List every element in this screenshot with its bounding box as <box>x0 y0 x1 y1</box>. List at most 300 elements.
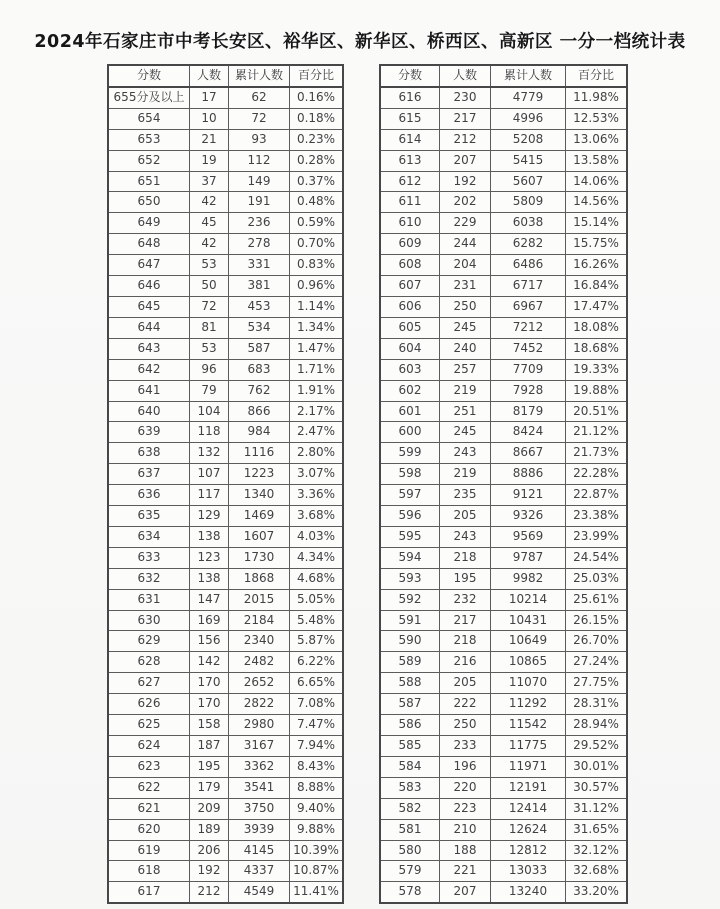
table-cell: 8.43% <box>290 756 344 777</box>
score-table-right <box>379 64 628 904</box>
table-cell: 222 <box>440 694 491 715</box>
table-cell: 4779 <box>491 87 566 108</box>
table-row <box>108 798 343 819</box>
table-cell: 231 <box>440 276 491 297</box>
table-row <box>108 443 343 464</box>
table-cell: 10431 <box>491 610 566 631</box>
table-cell: 612 <box>380 171 440 192</box>
table-row <box>380 589 627 610</box>
table-cell: 10.87% <box>290 861 344 882</box>
table-cell: 158 <box>190 715 229 736</box>
table-cell: 243 <box>440 443 491 464</box>
table-cell: 32.68% <box>566 861 628 882</box>
table-cell: 3541 <box>229 777 290 798</box>
table-cell: 625 <box>108 715 190 736</box>
table-cell: 590 <box>380 631 440 652</box>
table-cell: 595 <box>380 526 440 547</box>
table-row <box>380 317 627 338</box>
table-cell: 381 <box>229 276 290 297</box>
table-cell: 1607 <box>229 526 290 547</box>
table-cell: 605 <box>380 317 440 338</box>
table-cell: 331 <box>229 255 290 276</box>
table-cell: 0.48% <box>290 192 344 213</box>
table-cell: 624 <box>108 736 190 757</box>
table-cell: 9326 <box>491 506 566 527</box>
table-row <box>108 694 343 715</box>
table-cell: 0.96% <box>290 276 344 297</box>
table-cell: 3.68% <box>290 506 344 527</box>
table-cell: 600 <box>380 422 440 443</box>
table-row <box>108 589 343 610</box>
table-cell: 191 <box>229 192 290 213</box>
table-cell: 604 <box>380 338 440 359</box>
table-cell: 6486 <box>491 255 566 276</box>
table-cell: 13.06% <box>566 129 628 150</box>
table-cell: 609 <box>380 234 440 255</box>
table-cell: 8.88% <box>290 777 344 798</box>
table-cell: 11.98% <box>566 87 628 108</box>
table-cell: 212 <box>190 882 229 903</box>
table-cell: 617 <box>108 882 190 903</box>
table-cell: 16.84% <box>566 276 628 297</box>
table-cell: 30.01% <box>566 756 628 777</box>
table-cell: 602 <box>380 380 440 401</box>
table-cell: 240 <box>440 338 491 359</box>
table-cell: 632 <box>108 568 190 589</box>
table-cell: 597 <box>380 485 440 506</box>
header-row <box>380 65 627 87</box>
table-cell: 2.80% <box>290 443 344 464</box>
table-cell: 626 <box>108 694 190 715</box>
table-cell: 218 <box>440 547 491 568</box>
table-cell: 596 <box>380 506 440 527</box>
table-cell: 4.34% <box>290 547 344 568</box>
table-cell: 147 <box>190 589 229 610</box>
table-row <box>108 673 343 694</box>
table-cell: 26.15% <box>566 610 628 631</box>
table-cell: 53 <box>190 255 229 276</box>
table-cell: 601 <box>380 401 440 422</box>
table-cell: 652 <box>108 150 190 171</box>
table-cell: 12624 <box>491 819 566 840</box>
table-cell: 578 <box>380 882 440 903</box>
table-cell: 42 <box>190 234 229 255</box>
table-cell: 651 <box>108 171 190 192</box>
table-cell: 579 <box>380 861 440 882</box>
table-cell: 8179 <box>491 401 566 422</box>
table-cell: 587 <box>380 694 440 715</box>
table-cell: 207 <box>440 882 491 903</box>
table-cell: 19.33% <box>566 359 628 380</box>
table-cell: 192 <box>440 171 491 192</box>
table-cell: 7.47% <box>290 715 344 736</box>
table-cell: 13033 <box>491 861 566 882</box>
column-header: 累计人数 <box>491 65 566 87</box>
table-cell: 534 <box>229 317 290 338</box>
table-row <box>380 150 627 171</box>
table-cell: 2822 <box>229 694 290 715</box>
table-row <box>380 715 627 736</box>
table-cell: 5415 <box>491 150 566 171</box>
table-cell: 1340 <box>229 485 290 506</box>
table-row <box>380 296 627 317</box>
table-cell: 12812 <box>491 840 566 861</box>
table-row <box>108 380 343 401</box>
table-cell: 3.36% <box>290 485 344 506</box>
table-row <box>108 296 343 317</box>
column-header: 累计人数 <box>229 65 290 87</box>
table-cell: 0.83% <box>290 255 344 276</box>
table-row <box>380 234 627 255</box>
table-cell: 13240 <box>491 882 566 903</box>
table-cell: 683 <box>229 359 290 380</box>
table-cell: 188 <box>440 840 491 861</box>
table-cell: 3362 <box>229 756 290 777</box>
table-header <box>108 65 343 87</box>
table-cell: 53 <box>190 338 229 359</box>
table-cell: 0.23% <box>290 129 344 150</box>
table-row <box>380 255 627 276</box>
table-cell: 1.14% <box>290 296 344 317</box>
table-cell: 187 <box>190 736 229 757</box>
table-cell: 638 <box>108 443 190 464</box>
table-row <box>380 129 627 150</box>
column-header: 百分比 <box>290 65 344 87</box>
table-row <box>380 485 627 506</box>
table-cell: 2184 <box>229 610 290 631</box>
table-cell: 6717 <box>491 276 566 297</box>
table-cell: 643 <box>108 338 190 359</box>
table-cell: 762 <box>229 380 290 401</box>
table-cell: 72 <box>190 296 229 317</box>
table-cell: 278 <box>229 234 290 255</box>
table-cell: 3.07% <box>290 464 344 485</box>
table-cell: 12191 <box>491 777 566 798</box>
table-cell: 611 <box>380 192 440 213</box>
table-row <box>380 673 627 694</box>
table-cell: 15.14% <box>566 213 628 234</box>
table-body <box>108 87 343 903</box>
table-cell: 633 <box>108 547 190 568</box>
table-cell: 179 <box>190 777 229 798</box>
table-row <box>108 506 343 527</box>
table-cell: 591 <box>380 610 440 631</box>
table-cell: 37 <box>190 171 229 192</box>
table-cell: 7928 <box>491 380 566 401</box>
table-cell: 10214 <box>491 589 566 610</box>
table-cell: 6282 <box>491 234 566 255</box>
table-cell: 250 <box>440 715 491 736</box>
table-row <box>108 171 343 192</box>
table-cell: 592 <box>380 589 440 610</box>
table-row <box>108 108 343 129</box>
table-row <box>108 526 343 547</box>
table-cell: 2.17% <box>290 401 344 422</box>
table-row <box>380 840 627 861</box>
table-row <box>108 547 343 568</box>
table-cell: 149 <box>229 171 290 192</box>
table-cell: 10 <box>190 108 229 129</box>
table-cell: 104 <box>190 401 229 422</box>
table-cell: 2652 <box>229 673 290 694</box>
table-cell: 9787 <box>491 547 566 568</box>
table-row <box>108 882 343 903</box>
table-row <box>108 338 343 359</box>
table-row <box>108 777 343 798</box>
table-cell: 7.94% <box>290 736 344 757</box>
table-row <box>380 756 627 777</box>
table-cell: 3750 <box>229 798 290 819</box>
table-cell: 21.12% <box>566 422 628 443</box>
table-cell: 50 <box>190 276 229 297</box>
table-cell: 1868 <box>229 568 290 589</box>
table-cell: 10649 <box>491 631 566 652</box>
column-header: 百分比 <box>566 65 628 87</box>
table-row <box>108 401 343 422</box>
table-cell: 640 <box>108 401 190 422</box>
table-cell: 14.56% <box>566 192 628 213</box>
table-cell: 984 <box>229 422 290 443</box>
table-cell: 1116 <box>229 443 290 464</box>
table-cell: 4337 <box>229 861 290 882</box>
table-cell: 251 <box>440 401 491 422</box>
table-row <box>108 87 343 108</box>
table-cell: 170 <box>190 673 229 694</box>
table-cell: 210 <box>440 819 491 840</box>
table-cell: 244 <box>440 234 491 255</box>
table-row <box>108 422 343 443</box>
table-row <box>380 610 627 631</box>
table-cell: 12.53% <box>566 108 628 129</box>
table-cell: 11.41% <box>290 882 344 903</box>
table-cell: 0.18% <box>290 108 344 129</box>
table-cell: 599 <box>380 443 440 464</box>
table-cell: 0.70% <box>290 234 344 255</box>
table-cell: 588 <box>380 673 440 694</box>
table-cell: 129 <box>190 506 229 527</box>
table-row <box>380 882 627 903</box>
table-cell: 5.87% <box>290 631 344 652</box>
table-cell: 630 <box>108 610 190 631</box>
table-cell: 641 <box>108 380 190 401</box>
table-cell: 647 <box>108 255 190 276</box>
table-cell: 233 <box>440 736 491 757</box>
table-cell: 18.68% <box>566 338 628 359</box>
table-row <box>380 87 627 108</box>
score-table-left <box>107 64 344 904</box>
table-cell: 585 <box>380 736 440 757</box>
table-row <box>380 819 627 840</box>
table-cell: 646 <box>108 276 190 297</box>
table-cell: 1.34% <box>290 317 344 338</box>
table-cell: 614 <box>380 129 440 150</box>
table-cell: 639 <box>108 422 190 443</box>
table-cell: 217 <box>440 610 491 631</box>
table-cell: 72 <box>229 108 290 129</box>
table-cell: 7.08% <box>290 694 344 715</box>
table-row <box>380 108 627 129</box>
table-cell: 16.26% <box>566 255 628 276</box>
table-cell: 235 <box>440 485 491 506</box>
table-cell: 589 <box>380 652 440 673</box>
table-cell: 0.59% <box>290 213 344 234</box>
table-row <box>380 276 627 297</box>
table-row <box>108 234 343 255</box>
table-cell: 138 <box>190 526 229 547</box>
page-title: 2024年石家庄市中考长安区、裕华区、新华区、桥西区、高新区 一分一档统计表 <box>34 32 686 52</box>
table-row <box>380 380 627 401</box>
table-cell: 232 <box>440 589 491 610</box>
table-row <box>108 840 343 861</box>
table-cell: 644 <box>108 317 190 338</box>
table-cell: 10.39% <box>290 840 344 861</box>
table-row <box>380 443 627 464</box>
table-cell: 45 <box>190 213 229 234</box>
table-cell: 607 <box>380 276 440 297</box>
table-cell: 205 <box>440 506 491 527</box>
table-cell: 250 <box>440 296 491 317</box>
table-cell: 645 <box>108 296 190 317</box>
table-row <box>108 610 343 631</box>
table-cell: 132 <box>190 443 229 464</box>
table-cell: 8424 <box>491 422 566 443</box>
table-row <box>380 359 627 380</box>
table-cell: 169 <box>190 610 229 631</box>
table-cell: 6.22% <box>290 652 344 673</box>
column-header: 人数 <box>440 65 491 87</box>
table-row <box>380 526 627 547</box>
table-cell: 257 <box>440 359 491 380</box>
table-cell: 31.12% <box>566 798 628 819</box>
table-cell: 618 <box>108 861 190 882</box>
table-cell: 138 <box>190 568 229 589</box>
table-row <box>108 861 343 882</box>
table-row <box>380 694 627 715</box>
table-cell: 3167 <box>229 736 290 757</box>
table-cell: 5809 <box>491 192 566 213</box>
table-row <box>108 150 343 171</box>
table-cell: 654 <box>108 108 190 129</box>
table-cell: 13.58% <box>566 150 628 171</box>
table-cell: 593 <box>380 568 440 589</box>
table-cell: 25.03% <box>566 568 628 589</box>
table-cell: 11775 <box>491 736 566 757</box>
table-body <box>380 87 627 903</box>
table-cell: 216 <box>440 652 491 673</box>
table-row <box>380 506 627 527</box>
table-row <box>108 317 343 338</box>
table-row <box>380 568 627 589</box>
table-row <box>108 276 343 297</box>
table-cell: 23.38% <box>566 506 628 527</box>
table-cell: 142 <box>190 652 229 673</box>
table-header <box>380 65 627 87</box>
table-cell: 2980 <box>229 715 290 736</box>
table-cell: 11292 <box>491 694 566 715</box>
table-cell: 1.71% <box>290 359 344 380</box>
table-cell: 1223 <box>229 464 290 485</box>
table-cell: 230 <box>440 87 491 108</box>
table-cell: 0.37% <box>290 171 344 192</box>
table-cell: 223 <box>440 798 491 819</box>
table-cell: 9982 <box>491 568 566 589</box>
table-cell: 96 <box>190 359 229 380</box>
table-cell: 212 <box>440 129 491 150</box>
table-cell: 107 <box>190 464 229 485</box>
table-row <box>380 171 627 192</box>
table-row <box>108 129 343 150</box>
table-cell: 220 <box>440 777 491 798</box>
table-cell: 22.87% <box>566 485 628 506</box>
table-cell: 586 <box>380 715 440 736</box>
table-cell: 27.75% <box>566 673 628 694</box>
table-cell: 112 <box>229 150 290 171</box>
table-row <box>108 652 343 673</box>
table-cell: 2.47% <box>290 422 344 443</box>
table-cell: 6038 <box>491 213 566 234</box>
table-cell: 11971 <box>491 756 566 777</box>
table-cell: 17.47% <box>566 296 628 317</box>
table-cell: 62 <box>229 87 290 108</box>
table-cell: 14.06% <box>566 171 628 192</box>
table-cell: 628 <box>108 652 190 673</box>
header-row <box>108 65 343 87</box>
table-cell: 5607 <box>491 171 566 192</box>
table-cell: 8886 <box>491 464 566 485</box>
table-cell: 584 <box>380 756 440 777</box>
table-cell: 627 <box>108 673 190 694</box>
table-cell: 631 <box>108 589 190 610</box>
table-cell: 221 <box>440 861 491 882</box>
table-cell: 25.61% <box>566 589 628 610</box>
table-cell: 207 <box>440 150 491 171</box>
table-cell: 15.75% <box>566 234 628 255</box>
table-cell: 580 <box>380 840 440 861</box>
table-cell: 608 <box>380 255 440 276</box>
table-cell: 245 <box>440 317 491 338</box>
table-row <box>108 756 343 777</box>
table-cell: 0.16% <box>290 87 344 108</box>
table-cell: 205 <box>440 673 491 694</box>
table-cell: 9.40% <box>290 798 344 819</box>
table-cell: 22.28% <box>566 464 628 485</box>
table-cell: 27.24% <box>566 652 628 673</box>
table-cell: 453 <box>229 296 290 317</box>
table-cell: 26.70% <box>566 631 628 652</box>
table-row <box>108 715 343 736</box>
table-cell: 634 <box>108 526 190 547</box>
table-row <box>108 192 343 213</box>
table-cell: 622 <box>108 777 190 798</box>
table-cell: 195 <box>440 568 491 589</box>
table-cell: 5.05% <box>290 589 344 610</box>
table-cell: 202 <box>440 192 491 213</box>
table-row <box>108 819 343 840</box>
table-cell: 192 <box>190 861 229 882</box>
table-cell: 598 <box>380 464 440 485</box>
table-cell: 33.20% <box>566 882 628 903</box>
table-cell: 23.99% <box>566 526 628 547</box>
table-row <box>380 798 627 819</box>
table-cell: 9569 <box>491 526 566 547</box>
table-cell: 620 <box>108 819 190 840</box>
table-cell: 623 <box>108 756 190 777</box>
table-cell: 31.65% <box>566 819 628 840</box>
table-cell: 24.54% <box>566 547 628 568</box>
table-cell: 17 <box>190 87 229 108</box>
table-cell: 21 <box>190 129 229 150</box>
table-cell: 217 <box>440 108 491 129</box>
